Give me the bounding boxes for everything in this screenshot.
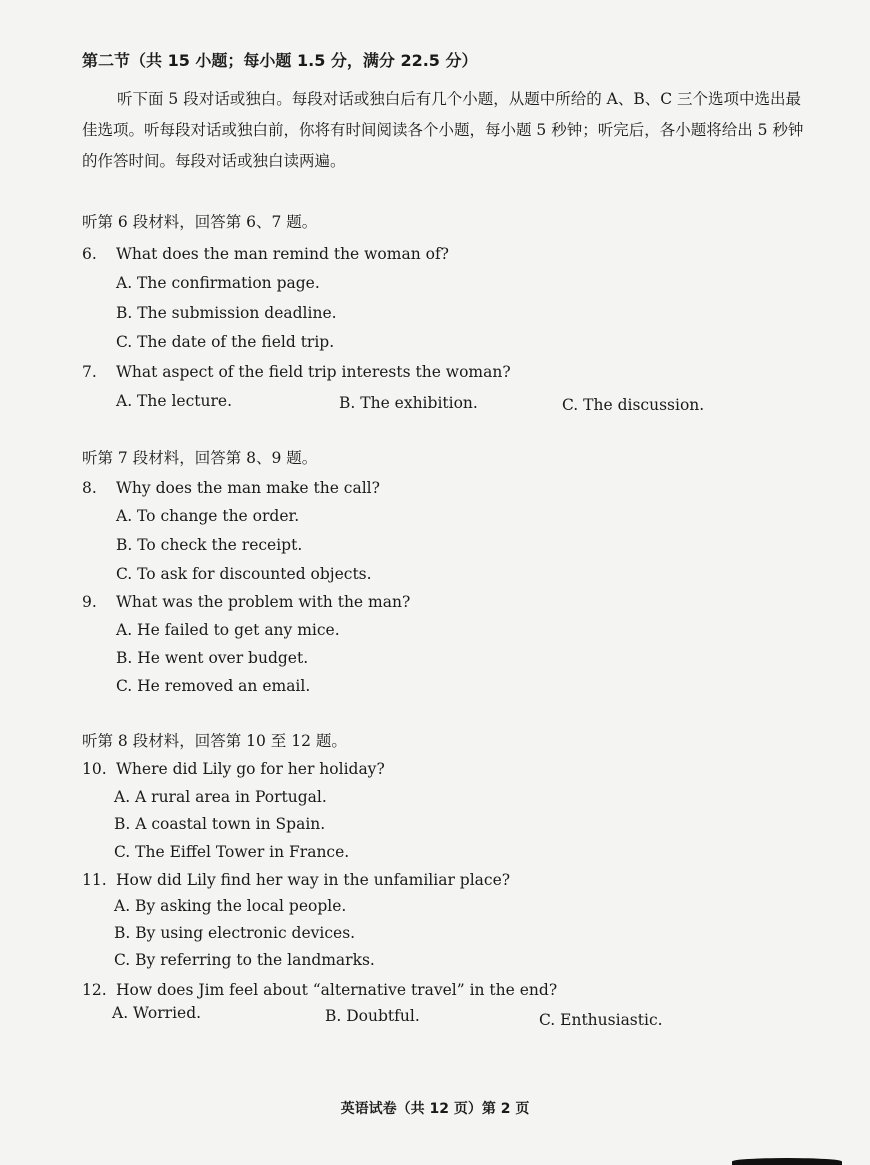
option: B. Doubtful.: [325, 1007, 420, 1025]
question-text: How does Jim feel about “alternative travel” in the end?: [116, 981, 558, 999]
group-heading: 听第 7 段材料，回答第 8、9 题。: [82, 449, 318, 467]
question: [82, 981, 557, 999]
question-text: How did Lily find her way in the unfamiliar place?: [116, 871, 511, 889]
question-number: 11.: [82, 871, 107, 889]
question-text: What was the problem with the man?: [116, 593, 411, 611]
section-instructions: [82, 84, 807, 177]
question-number: 8.: [82, 479, 97, 497]
option: B. The exhibition.: [339, 394, 478, 412]
question-number: 12.: [82, 981, 107, 999]
question: [82, 363, 511, 381]
option: A. By asking the local people.: [114, 897, 347, 915]
option: C. Enthusiastic.: [539, 1011, 663, 1029]
option: C. The date of the field trip.: [116, 333, 335, 351]
question-text: Why does the man make the call?: [116, 479, 380, 497]
question-text: Where did Lily go for her holiday?: [116, 760, 385, 778]
option: C. The Eiffel Tower in France.: [114, 843, 350, 861]
group-heading: 听第 6 段材料，回答第 6、7 题。: [82, 213, 318, 231]
question: [82, 760, 385, 778]
question-number: 7.: [82, 363, 97, 381]
question-number: 6.: [82, 245, 97, 263]
question: [82, 245, 449, 263]
page-footer: 英语试卷（共 12 页）第 2 页: [340, 1101, 530, 1117]
question-text: What does the man remind the woman of?: [116, 245, 449, 263]
option: A. To change the order.: [116, 507, 300, 525]
option: C. He removed an email.: [116, 677, 311, 695]
option: A. A rural area in Portugal.: [114, 788, 327, 806]
question: [82, 593, 410, 611]
instructions-text: 听下面 5 段对话或独白。每段对话或独白后有几个小题，从题中所给的 A、B、C 三个选项中选出最佳选项。听每段对话或独白前，你将有时间阅读各个小题，每小题 5 秒钟；听完后，各小题将给出 5 秒钟的作答时间。每段对话或独白读两遍。: [82, 90, 804, 170]
group-heading: 听第 8 段材料，回答第 10 至 12 题。: [82, 732, 347, 750]
question: [82, 871, 510, 889]
option: A. The confirmation page.: [116, 274, 320, 292]
option: B. A coastal town in Spain.: [114, 815, 326, 833]
option: C. By referring to the landmarks.: [114, 951, 375, 969]
section-title: 第二节（共 15 小题；每小题 1.5 分，满分 22.5 分）: [82, 51, 478, 70]
scan-smudge: [732, 1158, 842, 1165]
question: [82, 479, 380, 497]
option: C. The discussion.: [562, 396, 705, 414]
question-text: What aspect of the field trip interests the woman?: [116, 363, 511, 381]
option: C. To ask for discounted objects.: [116, 565, 372, 583]
option: A. The lecture.: [116, 392, 233, 410]
option: A. Worried.: [112, 1004, 202, 1022]
option: B. To check the receipt.: [116, 536, 303, 554]
option: A. He failed to get any mice.: [116, 621, 340, 639]
option: B. He went over budget.: [116, 649, 309, 667]
question-number: 10.: [82, 760, 107, 778]
option: B. By using electronic devices.: [114, 924, 356, 942]
question-number: 9.: [82, 593, 97, 611]
option: B. The submission deadline.: [116, 304, 337, 322]
